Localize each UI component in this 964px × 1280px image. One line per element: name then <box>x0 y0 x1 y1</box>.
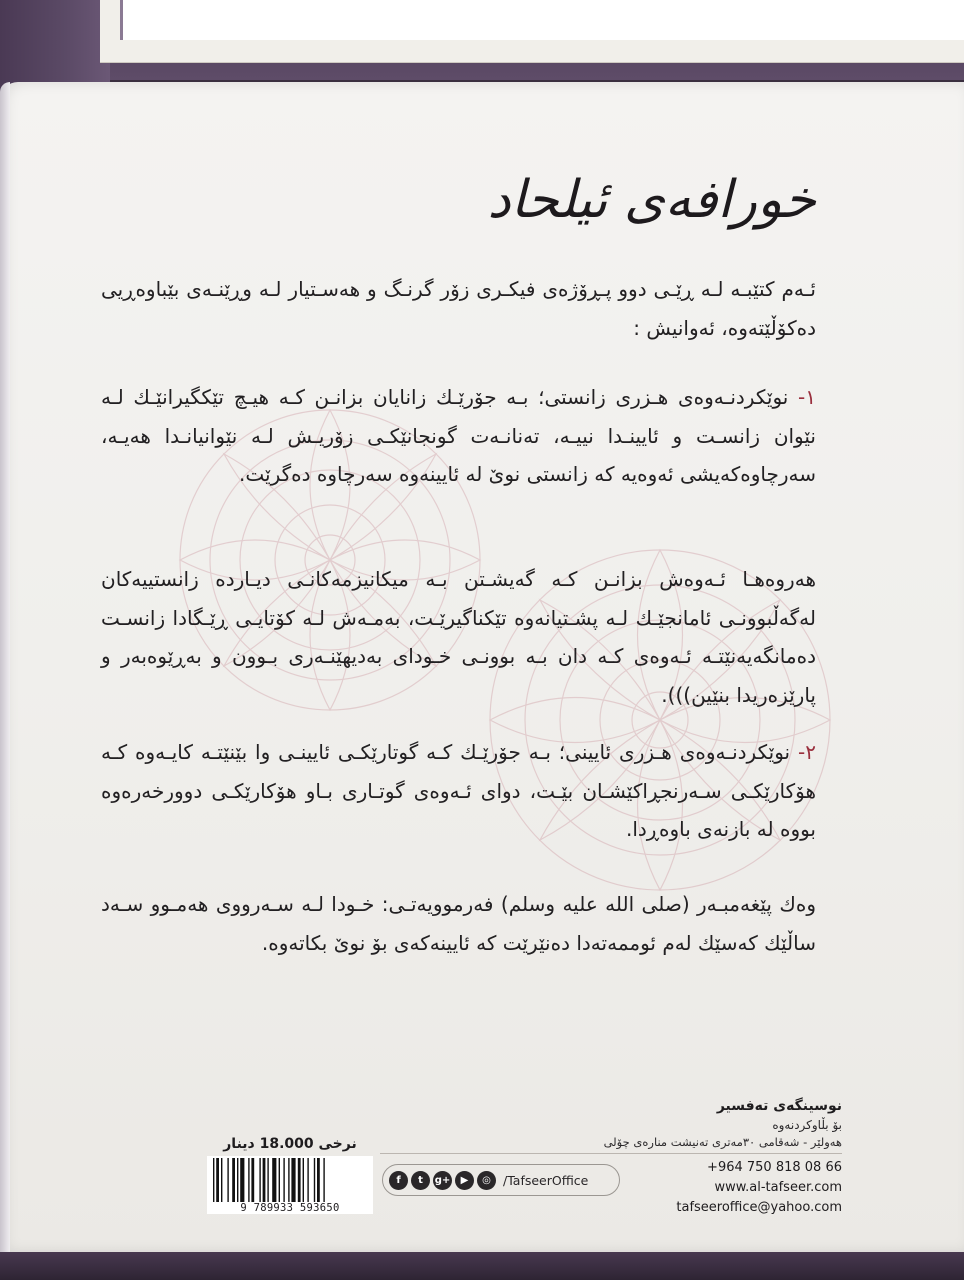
barcode-number: 9 789933 593650 <box>207 1202 373 1214</box>
top-white-sheet <box>120 0 964 40</box>
point-2-text: نوێکردنـەوەی هـزری ئایینی؛ بـە جۆرێـك کـە گوتارێکـی ئایینـی وا بێنێتـە کایـەوە کـە هۆکارێکـی سـەرنجڕاکێشـان بێـت، دوای ئـەوەی گوتـاری بـاو هۆکارێکـی دوورخەرەوە بووە لە بازنەی باوەڕدا. <box>101 740 816 841</box>
point-2-paragraph <box>101 733 816 849</box>
hadith-paragraph: وەك پێغەمبـەر (صلی الله علیه وسلم) فەرموویەتـی: خـودا لـە سـەرووی هەمـوو سـەد ساڵێك کەسێك لەم ئوممەتەدا دەنێرێت کە ئایینەکەی بۆ نوێ بکاتەوە. <box>101 892 816 955</box>
intro-paragraph: ئـەم کتێبـە لـە ڕێـی دوو پـڕۆژەی فیکـری زۆر گرنـگ و هەسـتیار لـە وڕێنـەی بێباوەڕیی دەکۆڵێتەوە، ئەوانیش : <box>101 277 816 340</box>
social-links <box>382 1164 620 1196</box>
book-title: خورافەی ئیلحاد <box>487 170 816 230</box>
price-label: نرخی 18.000 دینار <box>223 1136 357 1152</box>
barcode <box>207 1156 373 1204</box>
barcode-bars <box>207 1156 373 1204</box>
cover-spine-edge <box>0 82 10 1252</box>
publisher-website: www.al-tafseer.com <box>714 1180 842 1195</box>
divider <box>380 1153 842 1154</box>
google-plus-icon: g+ <box>433 1171 452 1190</box>
point-1-continuation: هەروەهـا ئـەوەش بزانـن کـە گەیشـتن بـە میکانیزمەکانـی دیـاردە زانستییەکان لەگەڵبوونـی ئامانجێـك لـە پشـتیانەوە تێکناگیرێـت، بەمـەش لـە کۆتایـی ڕێـگادا زانسـت دەمانگەیەنێتـە ئـەوەی کـە دان بـە بوونـی خـودای بەدیهێنـەری بـوون و بەڕێوەبەر و پارێزەریدا بنێین))). <box>101 567 816 707</box>
instagram-icon: ◎ <box>477 1171 496 1190</box>
point-1-text: نوێکردنـەوەی هـزری زانستی؛ بـە جۆرێـك زانایان بزانـن کـە هیـچ تێکگیرانێـك لـە نێوان زانسـت و ئایینـدا نییـە، تەنانـەت گونجانێکـی زۆریـش لـە نێوانیانـدا هەیـە، سەرچاوەکەیشی ئەوەیە کە زانستی نوێ لە ئایینەوە سەرچاوە دەگرێت. <box>101 385 816 486</box>
publisher-name: نوسینگەی تەفسیر <box>716 1098 842 1114</box>
publisher-tagline: بۆ بڵاوکردنەوە <box>772 1118 842 1132</box>
social-handle: /TafseerOffice <box>503 1172 589 1188</box>
publisher-email: tafseeroffice@yahoo.com <box>676 1200 842 1215</box>
point-1-number: ١- <box>798 385 816 409</box>
point-2-number: ٢- <box>798 740 816 764</box>
twitter-icon: t <box>411 1171 430 1190</box>
background-bottom <box>0 1250 964 1280</box>
publisher-phone: +964 750 818 08 66 <box>707 1160 842 1175</box>
youtube-icon: ▶ <box>455 1171 474 1190</box>
point-1-paragraph <box>101 378 816 494</box>
publisher-address: هەولێر - شەقامی ٣٠مەتری تەنیشت منارەی چۆلی <box>603 1135 842 1149</box>
facebook-icon: f <box>389 1171 408 1190</box>
